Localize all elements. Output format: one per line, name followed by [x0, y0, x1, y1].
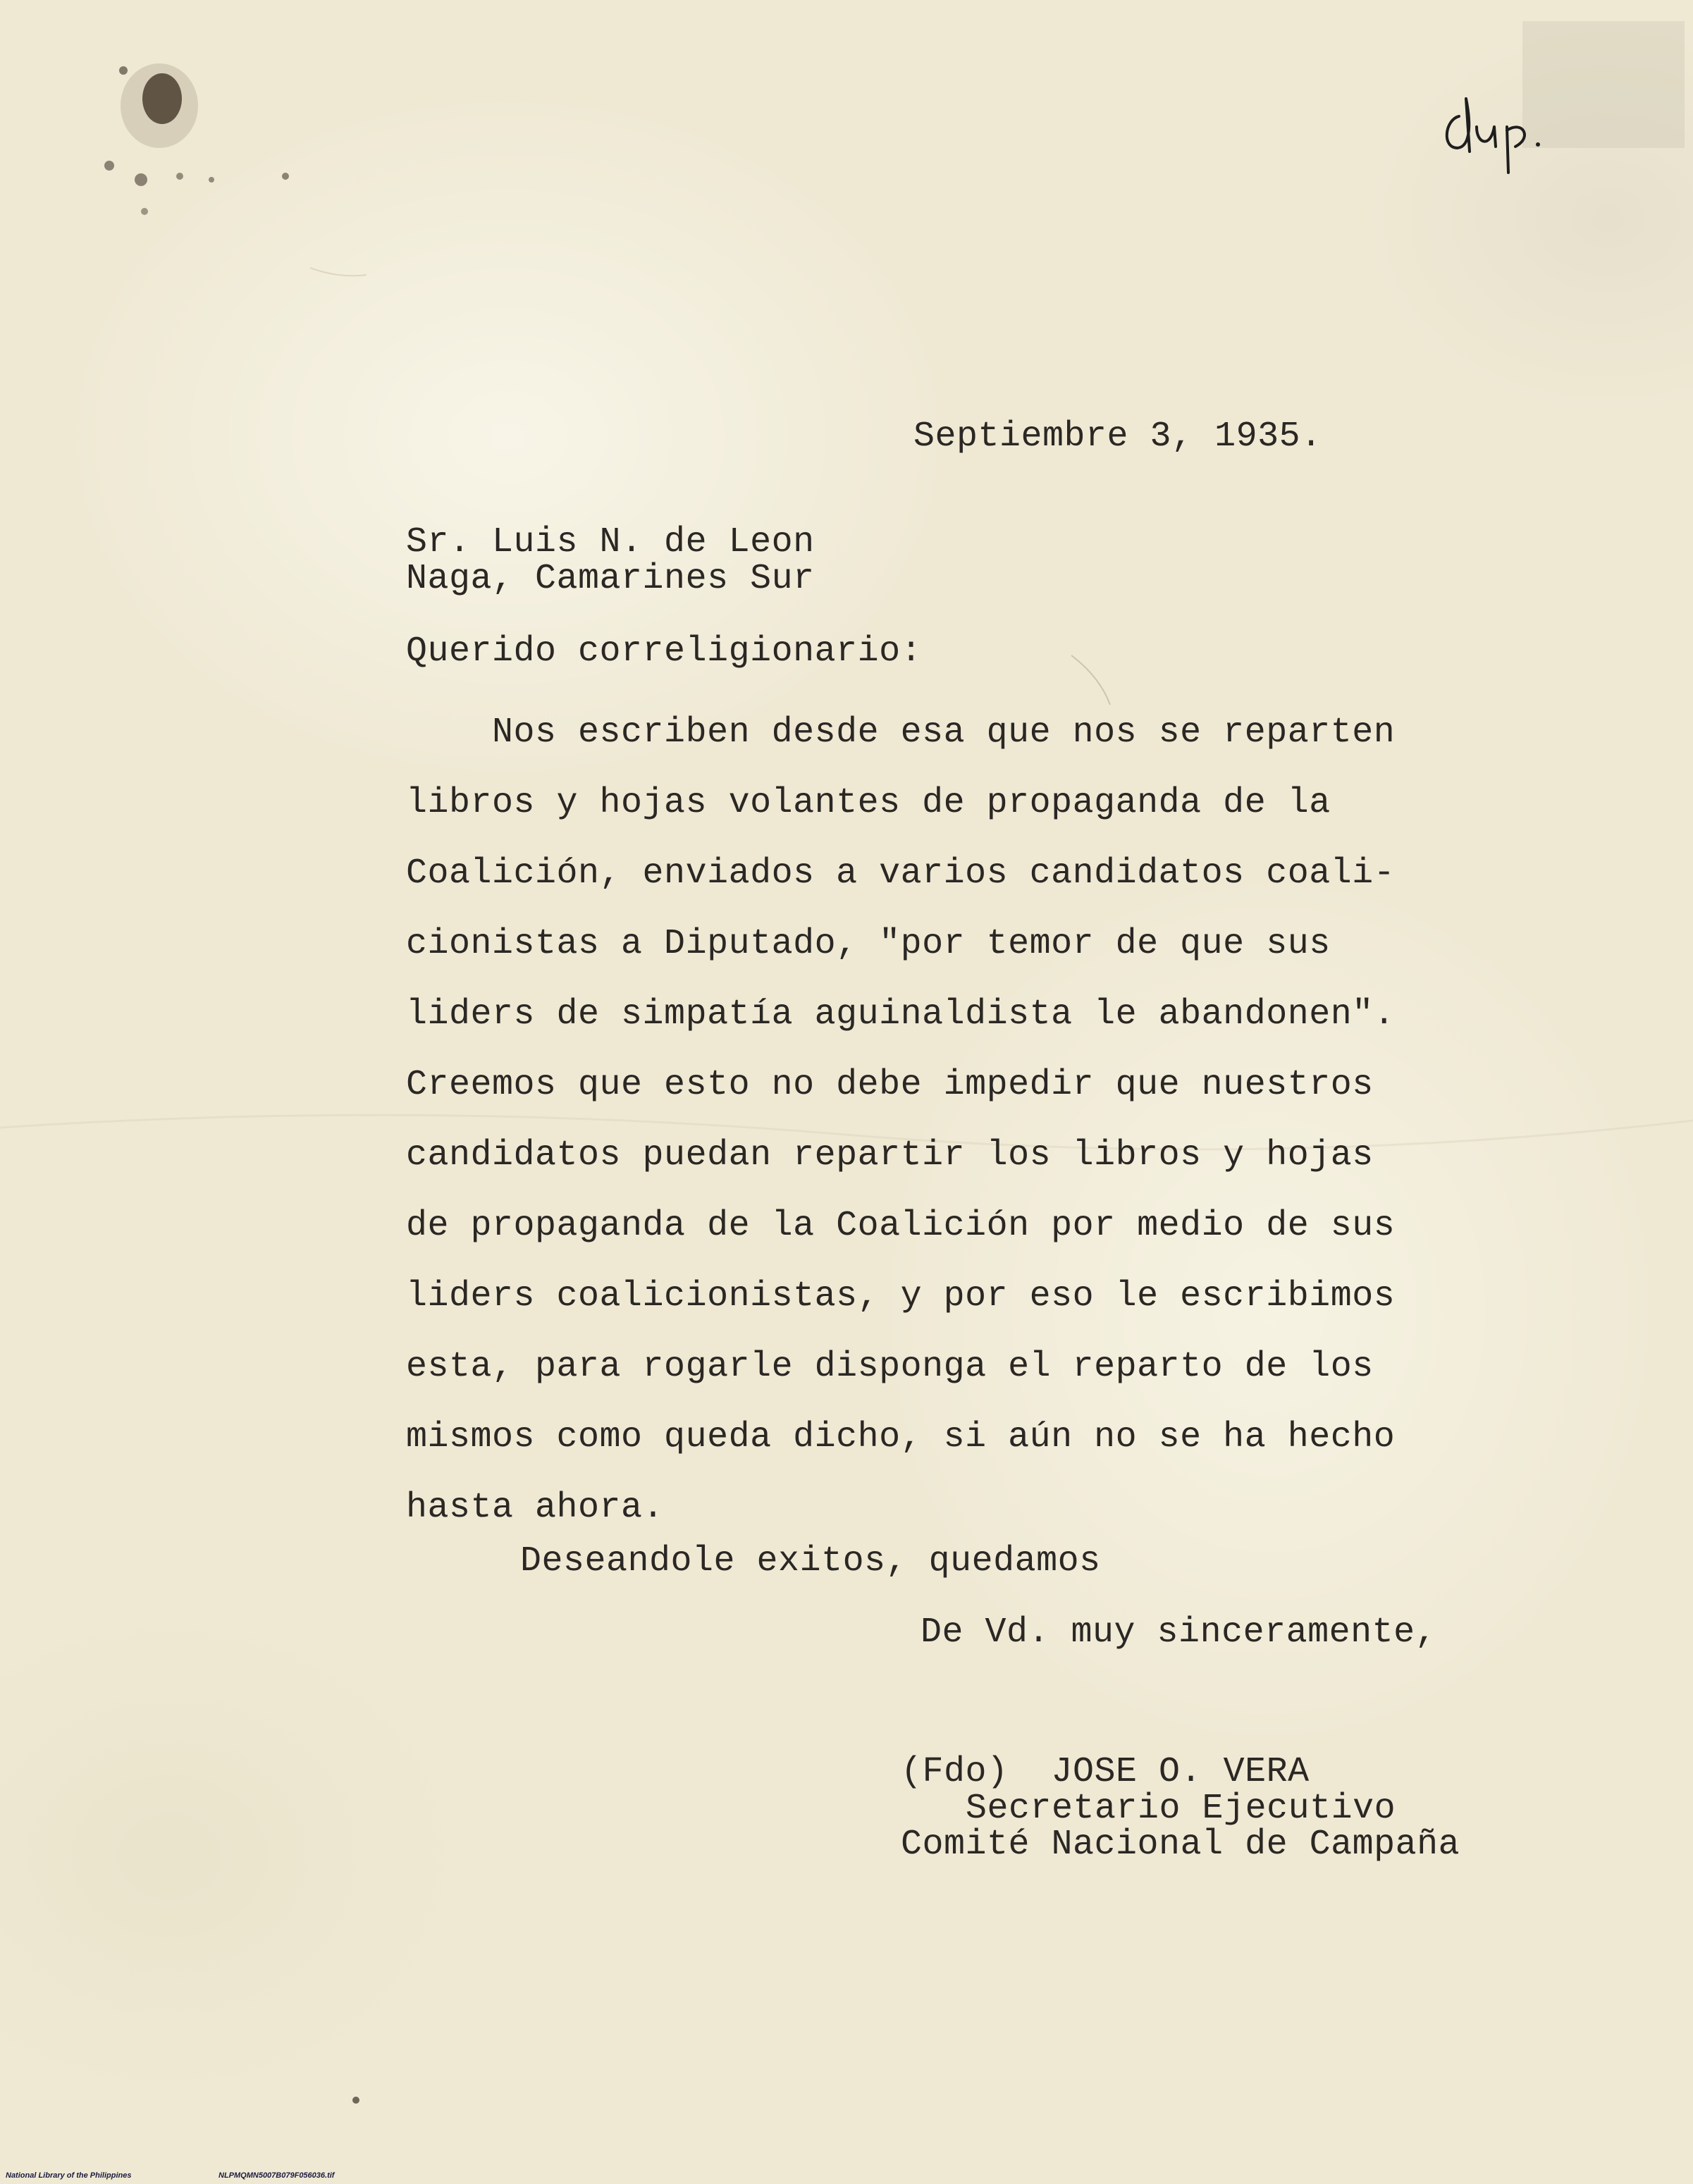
ink-blot-halo: [121, 63, 198, 148]
body-line: liders de simpatía aguinaldista le abandonen".: [406, 994, 1396, 1035]
ink-speck: [141, 208, 148, 215]
signatory-title: Secretario Ejecutivo: [966, 1789, 1396, 1829]
body-line: mismos como queda dicho, si aún no se ha hecho: [406, 1417, 1396, 1457]
body-line: liders coalicionistas, y por eso le escribimos: [406, 1276, 1396, 1316]
ink-speck: [104, 161, 114, 171]
body-line: candidatos puedan repartir los libros y hojas: [406, 1135, 1374, 1176]
body-line: libros y hojas volantes de propaganda de la: [406, 783, 1331, 823]
signatory-name: (Fdo) JOSE O. VERA: [901, 1752, 1310, 1792]
handwritten-annotation: [1438, 56, 1551, 183]
footer-file-id: NLPMQMN5007B079F056036.tif: [218, 2171, 335, 2180]
body-line: Coalición, enviados a varios candidatos coali-: [406, 853, 1396, 894]
body-line: Creemos que esto no debe impedir que nuestros: [406, 1065, 1374, 1105]
body-line: de propaganda de la Coalición por medio de sus: [406, 1206, 1396, 1246]
letter-body: [406, 698, 1395, 1543]
body-line: cionistas a Diputado, "por temor de que sus: [406, 924, 1331, 964]
ink-speck: [176, 173, 183, 180]
closing-phrase: Deseandole exitos, quedamos: [520, 1541, 1101, 1581]
recipient-location: Naga, Camarines Sur: [406, 559, 815, 599]
recipient-name: Sr. Luis N. de Leon: [406, 522, 815, 562]
letter-date: Septiembre 3, 1935.: [913, 417, 1322, 457]
salutation: Querido correligionario:: [406, 631, 923, 672]
ink-speck: [352, 2097, 359, 2104]
signatory-organization: Comité Nacional de Campaña: [901, 1825, 1460, 1865]
footer-institution: National Library of the Philippines: [6, 2171, 132, 2180]
body-line: hasta ahora.: [406, 1488, 665, 1528]
ink-speck: [282, 173, 289, 180]
body-line: Nos escriben desde esa que nos se reparten: [406, 712, 1396, 753]
paper-crease: [310, 268, 367, 276]
ink-speck: [119, 66, 128, 75]
valediction: De Vd. muy sinceramente,: [921, 1612, 1437, 1653]
ink-speck: [135, 173, 147, 186]
body-line: esta, para rogarle disponga el reparto de los: [406, 1347, 1374, 1387]
ink-speck: [209, 177, 214, 183]
